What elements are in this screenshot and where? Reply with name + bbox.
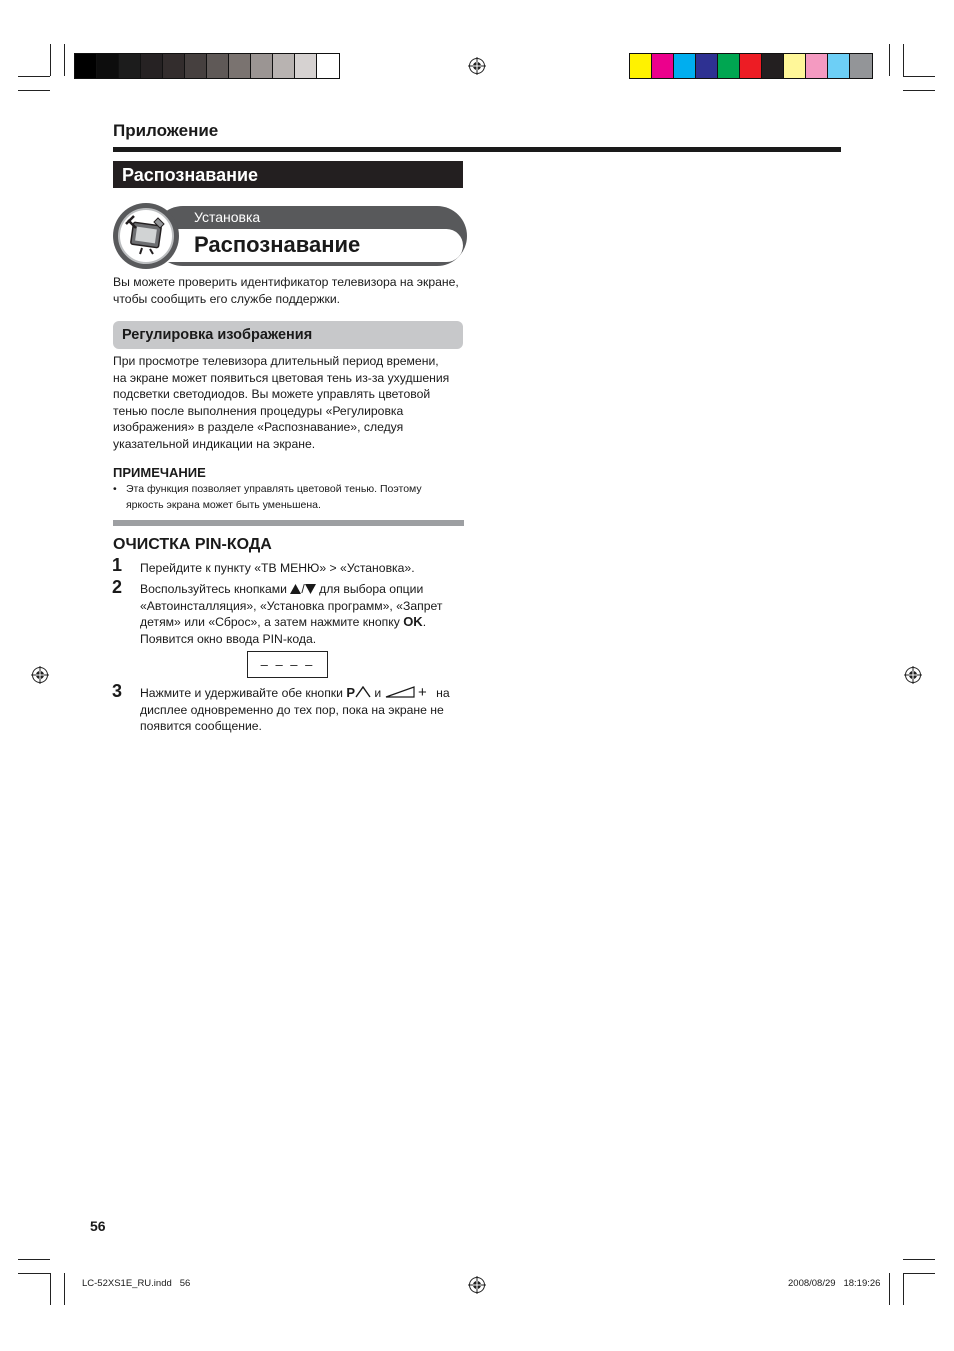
color-swatch <box>97 54 119 78</box>
color-swatch <box>185 54 207 78</box>
color-swatch <box>696 54 718 78</box>
paragraph-line: указательной индикации на экране. <box>113 436 316 451</box>
crop-mark <box>903 1273 904 1305</box>
color-swatch <box>718 54 740 78</box>
step-line: дисплее одновременно до тех пор, пока на экране не <box>140 702 444 717</box>
color-swatch <box>317 54 339 78</box>
registration-mark-icon <box>904 666 922 684</box>
step-text <box>140 685 463 735</box>
timestamp: 2008/08/29 18:19:26 <box>788 1278 881 1289</box>
crop-mark <box>18 1273 50 1274</box>
gray-calibration-bar <box>74 53 340 79</box>
bullet: • <box>113 483 117 495</box>
color-swatch <box>163 54 185 78</box>
crop-mark <box>903 90 935 91</box>
color-swatch <box>652 54 674 78</box>
paragraph-line: подсветки светодиодов. Вы можете управлять цветовой <box>113 387 431 401</box>
paragraph-line: на экране может появиться цветовая тень из-за ухудшения <box>113 370 450 385</box>
crop-mark <box>903 1259 935 1260</box>
down-arrow-icon <box>305 584 316 594</box>
topic-bar: Распознавание <box>113 161 463 188</box>
registration-mark-icon <box>468 1276 486 1294</box>
banner-title: Распознавание <box>194 232 361 257</box>
setup-banner <box>113 203 467 269</box>
crop-mark <box>903 76 935 77</box>
crop-mark <box>64 44 65 76</box>
crop-mark <box>18 76 50 77</box>
color-swatch <box>674 54 696 78</box>
paragraph-line: тенью после выполнения процедуры «Регулировка <box>113 403 404 418</box>
step-line: Воспользуйтесь кнопками / для выбора опции <box>140 582 424 596</box>
step-text <box>140 581 463 647</box>
step-number: 3 <box>112 681 123 701</box>
banner-icon-circle <box>113 203 179 269</box>
page-number: 56 <box>90 1218 106 1234</box>
crop-mark <box>50 1273 51 1305</box>
volume-icon <box>385 686 415 698</box>
crop-mark <box>18 90 50 91</box>
crop-mark <box>903 1273 935 1274</box>
section-title: Приложение <box>113 121 219 140</box>
image-adjust-heading: Регулировка изображения <box>113 321 463 349</box>
step-line: Появится окно ввода PIN-кода. <box>140 631 317 646</box>
note-line: Эта функция позволяет управлять цветовой тенью. Поэтому <box>126 483 422 495</box>
section-separator <box>113 520 464 526</box>
step-number: 1 <box>112 555 123 575</box>
crop-mark <box>64 1273 65 1305</box>
color-swatch <box>828 54 850 78</box>
color-swatch <box>75 54 97 78</box>
step-line: «Автоинсталляция», «Установка программ», «Запрет <box>140 598 443 613</box>
color-swatch <box>251 54 273 78</box>
image-adjust-paragraph <box>113 353 465 452</box>
intro-paragraph <box>113 274 465 307</box>
color-swatch <box>229 54 251 78</box>
color-swatch <box>207 54 229 78</box>
channel-up-icon <box>355 686 371 698</box>
registration-mark-icon <box>31 666 49 684</box>
color-swatch <box>295 54 317 78</box>
intro-line: Вы можете проверить идентификатор телевизора на экране, <box>113 275 459 289</box>
color-swatch <box>141 54 163 78</box>
step-text <box>140 560 463 577</box>
pin-clear-heading: ОЧИСТКА PIN-КОДА <box>113 536 272 553</box>
step-line: Перейдите к пункту «ТВ МЕНЮ» > «Установка». <box>140 561 415 575</box>
step-line: Нажмите и удерживайте обе кнопки P и + на <box>140 684 450 701</box>
note-title: ПРИМЕЧАНИЕ <box>113 465 206 480</box>
color-swatch <box>273 54 295 78</box>
paragraph-line: изображения» в разделе «Распознавание», следуя <box>113 420 404 434</box>
file-name: LC-52XS1E_RU.indd 56 <box>82 1278 191 1289</box>
crop-mark <box>50 44 51 76</box>
color-calibration-bar <box>629 53 873 79</box>
crop-mark <box>889 1273 890 1305</box>
crop-mark <box>903 44 904 76</box>
registration-mark-icon <box>468 57 486 75</box>
ok-key: OK <box>403 614 423 629</box>
paragraph-line: При просмотре телевизора длительный период времени, <box>113 354 439 368</box>
step-line: появится сообщение. <box>140 719 262 733</box>
pin-entry-box: – – – – <box>247 651 328 678</box>
color-swatch <box>784 54 806 78</box>
header-rule <box>113 147 841 152</box>
step-line: детям» или «Сброс», а затем нажмите кнопку OK. <box>140 614 427 629</box>
color-swatch <box>740 54 762 78</box>
color-swatch <box>762 54 784 78</box>
crop-mark <box>889 44 890 76</box>
color-swatch <box>119 54 141 78</box>
intro-line: чтобы сообщить его службе поддержки. <box>113 291 341 306</box>
crop-mark <box>18 1259 50 1260</box>
color-swatch <box>850 54 872 78</box>
banner-subtitle: Установка <box>194 209 261 225</box>
step-number: 2 <box>112 577 123 597</box>
note-line: яркость экрана может быть уменьшена. <box>126 498 321 511</box>
up-arrow-icon <box>290 584 301 594</box>
color-swatch <box>630 54 652 78</box>
color-swatch <box>806 54 828 78</box>
p-key: P <box>346 685 356 700</box>
tv-wrench-icon <box>120 210 172 262</box>
